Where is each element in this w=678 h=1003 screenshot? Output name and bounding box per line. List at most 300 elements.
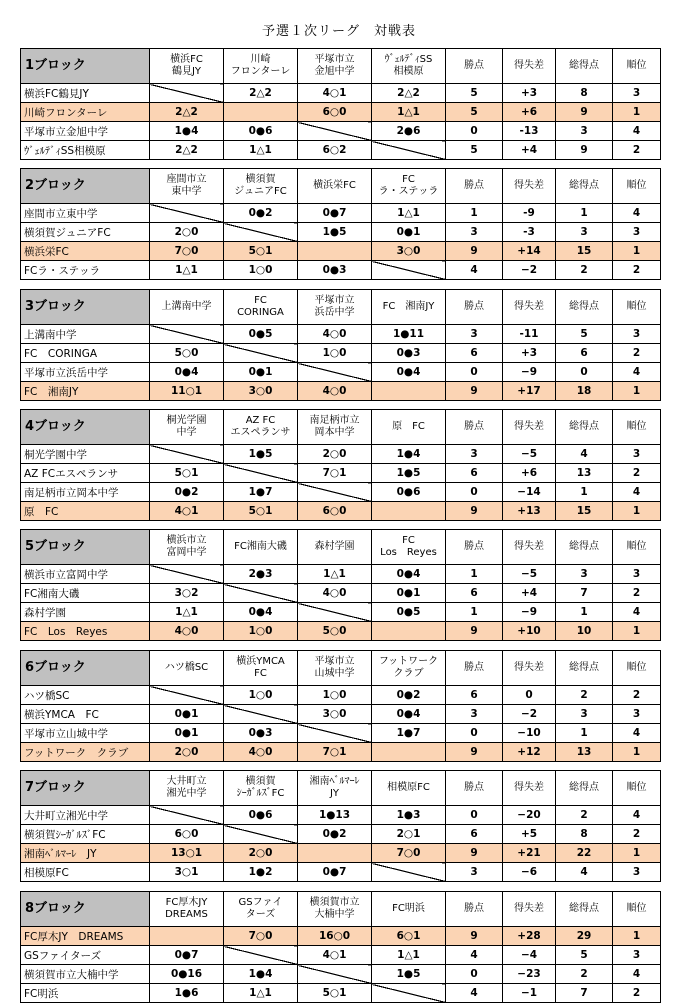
match-result: 1●13: [298, 806, 372, 825]
goal-difference-cell: +4: [503, 141, 556, 160]
goals-scored-cell: 8: [556, 84, 613, 103]
points-cell: 6: [446, 686, 503, 705]
match-result: 1△1: [224, 984, 298, 1003]
goal-difference-cell: +3: [503, 344, 556, 363]
goals-scored-cell: 15: [556, 502, 613, 521]
goals-scored-cell: 7: [556, 984, 613, 1003]
match-result: 4○0: [298, 382, 372, 401]
match-result: 3○0: [372, 242, 446, 261]
opponent-column-header: [372, 410, 446, 445]
team-name: 横浜FC鶴見JY: [21, 84, 150, 103]
match-result: 3○0: [224, 382, 298, 401]
points-cell: 5: [446, 84, 503, 103]
match-result: 0●1: [224, 363, 298, 382]
opponent-column-label: 横須賀市立 大楠中学: [309, 897, 360, 920]
team-name: 桐光学園中学: [21, 445, 150, 464]
match-result: 2○0: [298, 445, 372, 464]
points-cell: 6: [446, 464, 503, 483]
rank-cell: 2: [613, 825, 661, 844]
goals-scored-cell: 3: [556, 122, 613, 141]
match-result: 2○0: [224, 844, 298, 863]
match-result: 0●7: [298, 204, 372, 223]
rank-cell: 2: [613, 686, 661, 705]
goals-scored-cell: 6: [556, 344, 613, 363]
match-result: 1●4: [224, 965, 298, 984]
goal-difference-cell: -13: [503, 122, 556, 141]
team-name: FC明浜: [21, 984, 150, 1003]
match-result: 0●7: [298, 863, 372, 882]
team-row: [21, 844, 661, 863]
block-header-row: [21, 771, 661, 806]
points-cell: 4: [446, 261, 503, 280]
team-name: ハツ橋SC: [21, 686, 150, 705]
opponent-column-header: [372, 771, 446, 806]
goals-scored-cell: 5: [556, 946, 613, 965]
team-name: 南足柄市立岡本中学: [21, 483, 150, 502]
block-name: 8ブロック: [21, 892, 150, 927]
match-result: 1●5: [372, 464, 446, 483]
goals-scored-cell: 4: [556, 445, 613, 464]
match-result: 2●3: [224, 565, 298, 584]
self-match-diagonal: [372, 984, 446, 1003]
team-name: AZ FCエスペランサ: [21, 464, 150, 483]
points-cell: 0: [446, 806, 503, 825]
team-row: [21, 965, 661, 984]
stat-column-header: 得失差: [503, 49, 556, 84]
block-name: 7ブロック: [21, 771, 150, 806]
match-result: 1●4: [150, 122, 224, 141]
opponent-column-label: 湘南ﾍﾞﾙﾏｰﾚ JY: [309, 776, 360, 799]
team-row: [21, 603, 661, 622]
goal-difference-cell: +4: [503, 584, 556, 603]
block-header-row: [21, 169, 661, 204]
goal-difference-cell: -11: [503, 325, 556, 344]
block-table: [20, 891, 661, 1003]
match-result: 1●5: [224, 445, 298, 464]
match-result: 1●5: [298, 223, 372, 242]
team-row: [21, 724, 661, 743]
points-cell: 6: [446, 825, 503, 844]
match-result: 0●1: [372, 584, 446, 603]
stat-column-header: 得失差: [503, 771, 556, 806]
goals-scored-cell: 13: [556, 743, 613, 762]
stat-column-header: 順位: [613, 651, 661, 686]
self-match-diagonal: [150, 445, 224, 464]
points-cell: 9: [446, 844, 503, 863]
match-result: 1●4: [372, 445, 446, 464]
match-result: 7○1: [298, 464, 372, 483]
match-result: 1△1: [224, 141, 298, 160]
rank-cell: 3: [613, 946, 661, 965]
opponent-column-header: [298, 169, 372, 204]
team-name: ｳﾞｪﾙﾃﾞｨSS相模原: [21, 141, 150, 160]
match-result: 0●2: [150, 483, 224, 502]
team-name: GSファイターズ: [21, 946, 150, 965]
opponent-column-header: [372, 290, 446, 325]
opponent-column-label: 原 FC: [392, 421, 425, 432]
goal-difference-cell: +5: [503, 825, 556, 844]
self-match-diagonal: [224, 705, 298, 724]
match-result: 5○1: [298, 984, 372, 1003]
match-result: 2○0: [150, 743, 224, 762]
rank-cell: 1: [613, 502, 661, 521]
match-result: 2○1: [372, 825, 446, 844]
goal-difference-cell: −20: [503, 806, 556, 825]
goal-difference-cell: +6: [503, 464, 556, 483]
match-result: 5○1: [224, 242, 298, 261]
team-name: FCラ・ステッラ: [21, 261, 150, 280]
match-result: 0●1: [372, 223, 446, 242]
rank-cell: 2: [613, 141, 661, 160]
match-result: 4○0: [298, 325, 372, 344]
opponent-column-header: [298, 49, 372, 84]
team-row: [21, 204, 661, 223]
match-result: 1●7: [372, 724, 446, 743]
match-result: 2○0: [150, 223, 224, 242]
self-match-diagonal: [372, 502, 446, 521]
rank-cell: 3: [613, 863, 661, 882]
block-name: 2ブロック: [21, 169, 150, 204]
rank-cell: 4: [613, 122, 661, 141]
stat-column-header: 勝点: [446, 169, 503, 204]
team-row: [21, 141, 661, 160]
match-result: 0●6: [224, 806, 298, 825]
opponent-column-header: [372, 49, 446, 84]
team-name: 川崎フロンターレ: [21, 103, 150, 122]
opponent-column-header: [298, 892, 372, 927]
team-name: 横浜市立富岡中学: [21, 565, 150, 584]
goal-difference-cell: +13: [503, 502, 556, 521]
opponent-column-label: 横浜市立 富岡中学: [166, 535, 207, 558]
rank-cell: 1: [613, 103, 661, 122]
team-row: [21, 483, 661, 502]
self-match-diagonal: [224, 584, 298, 603]
team-name: 横須賀市立大楠中学: [21, 965, 150, 984]
goals-scored-cell: 1: [556, 204, 613, 223]
stat-column-header: 勝点: [446, 49, 503, 84]
opponent-column-label: FC Los Reyes: [380, 535, 437, 558]
opponent-column-label: 平塚市立 山城中学: [314, 656, 355, 679]
rank-cell: 1: [613, 382, 661, 401]
self-match-diagonal: [224, 223, 298, 242]
team-name: FC 湘南JY: [21, 382, 150, 401]
goals-scored-cell: 2: [556, 965, 613, 984]
self-match-diagonal: [298, 483, 372, 502]
points-cell: 9: [446, 502, 503, 521]
rank-cell: 1: [613, 927, 661, 946]
opponent-column-header: [224, 771, 298, 806]
team-name: 横浜YMCA FC: [21, 705, 150, 724]
goals-scored-cell: 5: [556, 325, 613, 344]
self-match-diagonal: [224, 946, 298, 965]
points-cell: 0: [446, 483, 503, 502]
opponent-column-header: [224, 49, 298, 84]
rank-cell: 1: [613, 242, 661, 261]
goal-difference-cell: -9: [503, 204, 556, 223]
self-match-diagonal: [298, 242, 372, 261]
block-header-row: [21, 410, 661, 445]
match-result: 4○1: [298, 946, 372, 965]
team-row: [21, 103, 661, 122]
rank-cell: 4: [613, 603, 661, 622]
self-match-diagonal: [372, 382, 446, 401]
goal-difference-cell: −6: [503, 863, 556, 882]
opponent-column-label: 横須賀 ｼｰｶﾞﾙｽﾞFC: [236, 776, 285, 799]
match-result: 0●6: [372, 483, 446, 502]
team-row: [21, 927, 661, 946]
match-result: 0●3: [372, 344, 446, 363]
stat-column-header: 総得点: [556, 651, 613, 686]
block-name: 1ブロック: [21, 49, 150, 84]
match-result: 5○0: [298, 622, 372, 641]
goals-scored-cell: 3: [556, 705, 613, 724]
opponent-column-label: 平塚市立 金旭中学: [314, 54, 355, 77]
opponent-column-label: 横浜YMCA FC: [236, 656, 285, 679]
rank-cell: 4: [613, 363, 661, 382]
goals-scored-cell: 3: [556, 223, 613, 242]
team-name: 湘南ﾍﾞﾙﾏｰﾚ JY: [21, 844, 150, 863]
match-result: 4○0: [298, 584, 372, 603]
match-result: 1●6: [150, 984, 224, 1003]
goal-difference-cell: +6: [503, 103, 556, 122]
self-match-diagonal: [372, 261, 446, 280]
opponent-column-header: [224, 892, 298, 927]
block-header-row: [21, 49, 661, 84]
stat-column-header: 順位: [613, 290, 661, 325]
goal-difference-cell: +3: [503, 84, 556, 103]
team-name: 横須賀ｼｰｶﾞﾙｽﾞFC: [21, 825, 150, 844]
points-cell: 9: [446, 622, 503, 641]
match-result: 0●2: [298, 825, 372, 844]
match-result: 2△2: [224, 84, 298, 103]
opponent-column-header: [224, 651, 298, 686]
match-result: 1△1: [298, 565, 372, 584]
match-result: 5○1: [150, 464, 224, 483]
goal-difference-cell: -3: [503, 223, 556, 242]
team-name: 原 FC: [21, 502, 150, 521]
opponent-column-label: 桐光学園 中学: [166, 415, 207, 438]
goal-difference-cell: −2: [503, 705, 556, 724]
goals-scored-cell: 1: [556, 724, 613, 743]
points-cell: 9: [446, 242, 503, 261]
opponent-column-label: GSファイ ターズ: [238, 897, 283, 920]
self-match-diagonal: [150, 927, 224, 946]
match-result: 0●3: [298, 261, 372, 280]
goals-scored-cell: 7: [556, 584, 613, 603]
goals-scored-cell: 15: [556, 242, 613, 261]
block-table: [20, 48, 661, 160]
opponent-column-header: [150, 410, 224, 445]
match-result: 0●4: [372, 705, 446, 724]
opponent-column-label: 座間市立 東中学: [166, 174, 207, 197]
match-result: 7○1: [298, 743, 372, 762]
team-row: [21, 223, 661, 242]
opponent-column-header: [298, 530, 372, 565]
match-result: 3○2: [150, 584, 224, 603]
team-row: [21, 622, 661, 641]
points-cell: 3: [446, 863, 503, 882]
goals-scored-cell: 22: [556, 844, 613, 863]
self-match-diagonal: [150, 204, 224, 223]
points-cell: 0: [446, 122, 503, 141]
team-row: [21, 445, 661, 464]
match-result: 2△2: [372, 84, 446, 103]
opponent-column-header: [150, 290, 224, 325]
block-table: [20, 650, 661, 762]
team-name: 横須賀ジュニアFC: [21, 223, 150, 242]
goals-scored-cell: 13: [556, 464, 613, 483]
opponent-column-header: [224, 169, 298, 204]
goal-difference-cell: +21: [503, 844, 556, 863]
goals-scored-cell: 2: [556, 261, 613, 280]
stat-column-header: 順位: [613, 892, 661, 927]
opponent-column-label: 森村学園: [314, 541, 355, 552]
block-header-row: [21, 530, 661, 565]
match-result: 4○0: [224, 743, 298, 762]
goals-scored-cell: 1: [556, 603, 613, 622]
match-result: 7○0: [150, 242, 224, 261]
match-result: 1○0: [298, 686, 372, 705]
opponent-column-header: [150, 169, 224, 204]
match-result: 7○0: [372, 844, 446, 863]
points-cell: 9: [446, 927, 503, 946]
team-name: FC CORINGA: [21, 344, 150, 363]
opponent-column-label: FC厚木JY DREAMS: [165, 897, 208, 920]
self-match-diagonal: [298, 724, 372, 743]
self-match-diagonal: [150, 325, 224, 344]
match-result: 0●3: [224, 724, 298, 743]
goal-difference-cell: −10: [503, 724, 556, 743]
self-match-diagonal: [150, 84, 224, 103]
self-match-diagonal: [224, 825, 298, 844]
self-match-diagonal: [224, 103, 298, 122]
stat-column-header: 順位: [613, 169, 661, 204]
points-cell: 0: [446, 724, 503, 743]
goal-difference-cell: +10: [503, 622, 556, 641]
team-row: [21, 464, 661, 483]
match-result: 0●4: [224, 603, 298, 622]
opponent-column-header: [150, 530, 224, 565]
opponent-column-header: [150, 49, 224, 84]
points-cell: 5: [446, 103, 503, 122]
match-result: 0●6: [224, 122, 298, 141]
team-row: [21, 565, 661, 584]
stat-column-header: 得失差: [503, 410, 556, 445]
stat-column-header: 総得点: [556, 771, 613, 806]
opponent-column-label: FC CORINGA: [237, 295, 284, 318]
block-header-row: [21, 290, 661, 325]
team-name: FC厚木JY DREAMS: [21, 927, 150, 946]
goal-difference-cell: +12: [503, 743, 556, 762]
match-result: 2△2: [150, 103, 224, 122]
points-cell: 1: [446, 565, 503, 584]
rank-cell: 2: [613, 261, 661, 280]
points-cell: 1: [446, 204, 503, 223]
team-row: [21, 863, 661, 882]
rank-cell: 3: [613, 223, 661, 242]
self-match-diagonal: [372, 141, 446, 160]
match-result: 0●2: [372, 686, 446, 705]
stat-column-header: 総得点: [556, 169, 613, 204]
points-cell: 5: [446, 141, 503, 160]
opponent-column-label: 横浜FC 鶴見JY: [170, 54, 203, 77]
self-match-diagonal: [372, 743, 446, 762]
block-table: [20, 168, 661, 280]
rank-cell: 4: [613, 483, 661, 502]
block-name: 4ブロック: [21, 410, 150, 445]
match-result: 5○0: [150, 344, 224, 363]
match-result: 6○1: [372, 927, 446, 946]
block-table: [20, 770, 661, 882]
block-header-row: [21, 651, 661, 686]
opponent-column-header: [298, 290, 372, 325]
opponent-column-label: FC ラ・ステッラ: [378, 174, 439, 197]
opponent-column-label: ｳﾞｪﾙﾃﾞｨSS 相模原: [384, 54, 433, 77]
rank-cell: 1: [613, 844, 661, 863]
team-name: FC Los Reyes: [21, 622, 150, 641]
self-match-diagonal: [224, 464, 298, 483]
goals-scored-cell: 4: [556, 863, 613, 882]
rank-cell: 1: [613, 622, 661, 641]
goal-difference-cell: −1: [503, 984, 556, 1003]
rank-cell: 3: [613, 705, 661, 724]
stat-column-header: 順位: [613, 410, 661, 445]
opponent-column-header: [372, 651, 446, 686]
opponent-column-header: [224, 530, 298, 565]
rank-cell: 2: [613, 344, 661, 363]
opponent-column-label: 横浜栄FC: [313, 180, 356, 191]
rank-cell: 2: [613, 584, 661, 603]
self-match-diagonal: [372, 622, 446, 641]
stat-column-header: 総得点: [556, 892, 613, 927]
team-name: FC湘南大磯: [21, 584, 150, 603]
opponent-column-header: [150, 771, 224, 806]
match-result: 1○0: [224, 686, 298, 705]
goal-difference-cell: −23: [503, 965, 556, 984]
stat-column-header: 勝点: [446, 410, 503, 445]
team-row: [21, 743, 661, 762]
stat-column-header: 総得点: [556, 290, 613, 325]
match-result: 1●7: [224, 483, 298, 502]
stat-column-header: 総得点: [556, 49, 613, 84]
goal-difference-cell: −9: [503, 363, 556, 382]
match-result: 1△1: [372, 103, 446, 122]
stat-column-header: 勝点: [446, 892, 503, 927]
match-result: 1○0: [224, 622, 298, 641]
rank-cell: 2: [613, 464, 661, 483]
match-result: 0●5: [372, 603, 446, 622]
stat-column-header: 総得点: [556, 530, 613, 565]
match-result: 2△2: [150, 141, 224, 160]
match-result: 1●2: [224, 863, 298, 882]
match-result: 4○1: [298, 84, 372, 103]
match-result: 0●5: [224, 325, 298, 344]
goal-difference-cell: −9: [503, 603, 556, 622]
goals-scored-cell: 29: [556, 927, 613, 946]
opponent-column-label: 平塚市立 浜岳中学: [314, 295, 355, 318]
team-name: 座間市立東中学: [21, 204, 150, 223]
match-result: 6○0: [150, 825, 224, 844]
stat-column-header: 総得点: [556, 410, 613, 445]
team-row: [21, 382, 661, 401]
match-result: 0●4: [372, 363, 446, 382]
match-result: 0●16: [150, 965, 224, 984]
goal-difference-cell: −4: [503, 946, 556, 965]
team-row: [21, 705, 661, 724]
goals-scored-cell: 3: [556, 565, 613, 584]
opponent-column-header: [298, 771, 372, 806]
match-result: 0●1: [150, 724, 224, 743]
